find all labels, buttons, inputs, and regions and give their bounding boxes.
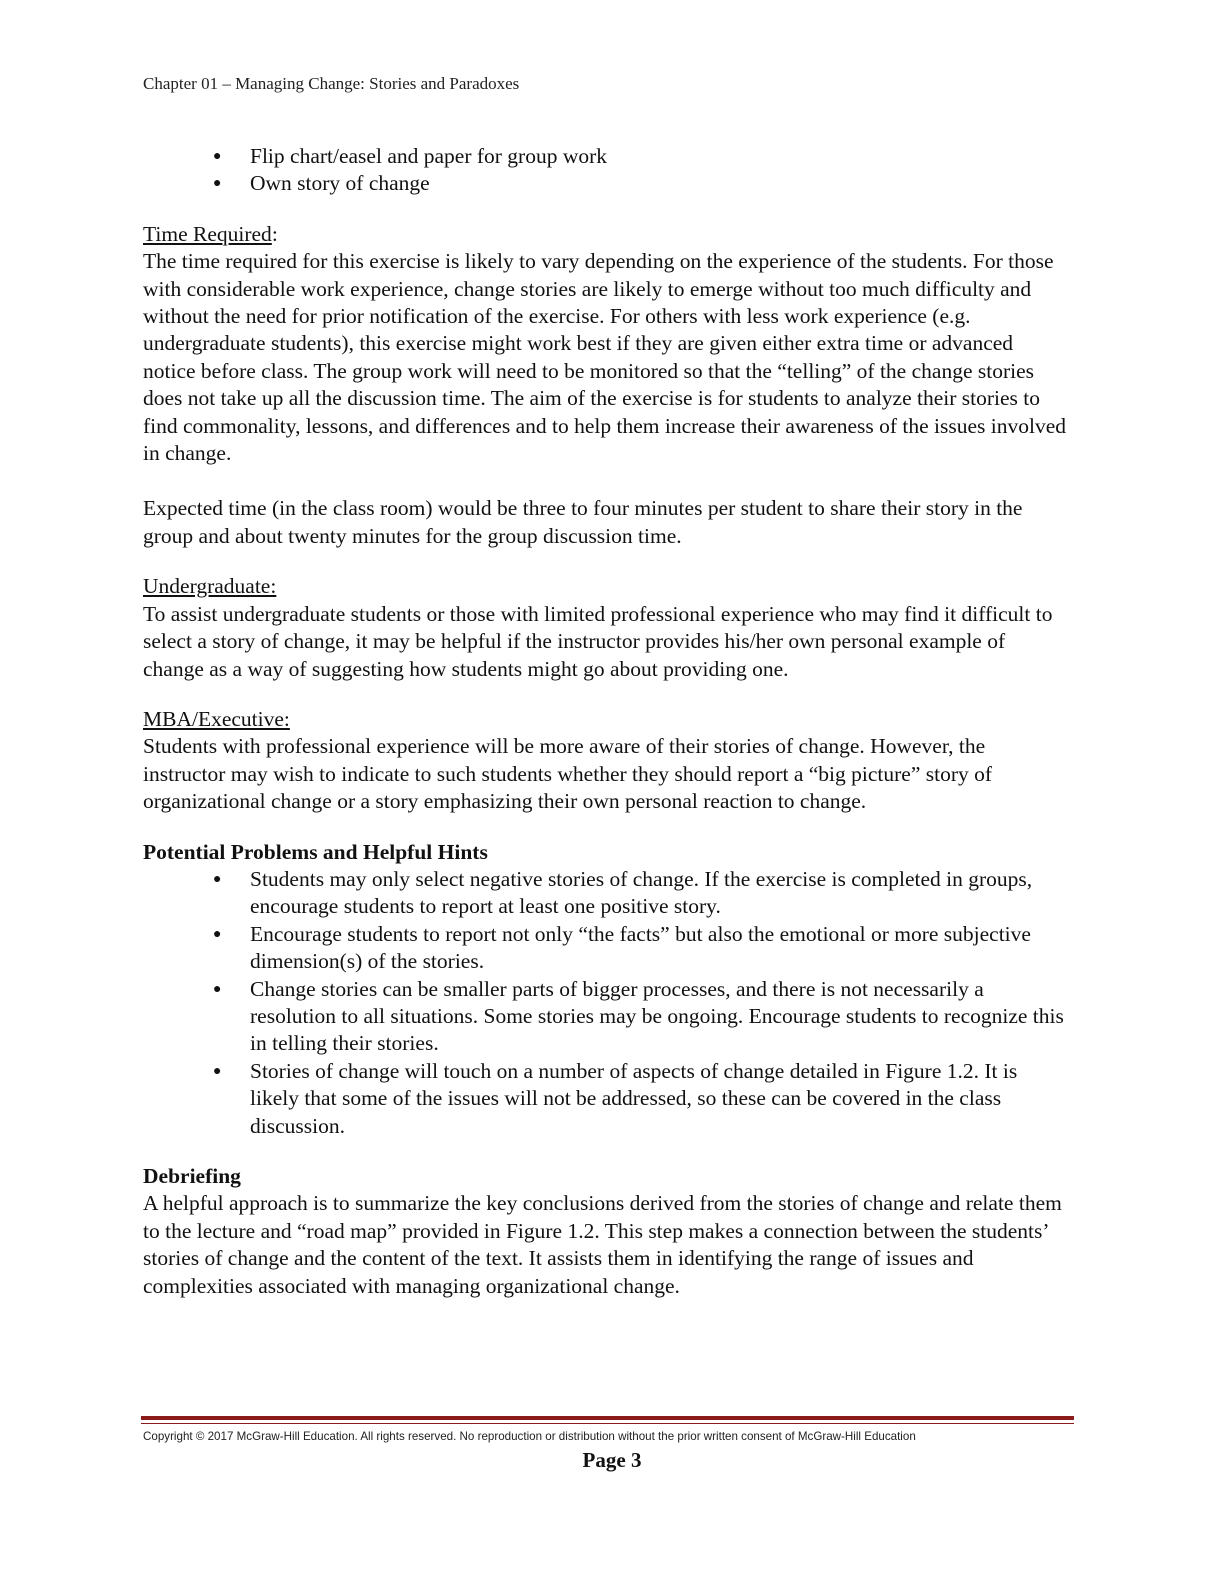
mba-heading: MBA/Executive: (143, 706, 290, 731)
mba-paragraph: Students with professional experience will be more aware of their stories of change. However, the instructor may wish to indicate to such students whether they should report a “big picture” story of organizational change or a story emphasizing their own personal reaction to change. (143, 734, 993, 814)
list-item-text: Own story of change (250, 171, 430, 196)
expected-time-paragraph: Expected time (in the class room) would be three to four minutes per student to share their story in the group and about twenty minutes for the group discussion time. (143, 496, 1023, 548)
list-item (143, 143, 1068, 170)
debriefing-paragraph: A helpful approach is to summarize the key conclusions derived from the stories of change and relate them to the lecture and “road map” provided in Figure 1.2. This step makes a connection between the students’ stories of change and the content of the text. It assists them in identifying the range of issues and complexities associated with managing organizational change. (143, 1191, 1062, 1298)
time-required-heading-colon: : (271, 221, 278, 246)
list-item (143, 921, 1068, 976)
problems-heading: Potential Problems and Helpful Hints (143, 839, 488, 864)
footer-rule (141, 1416, 1074, 1424)
time-required-paragraph: The time required for this exercise is likely to vary depending on the experience of the students. For those with considerable work experience, change stories are likely to emerge without too much difficulty and without the need for prior notification of the exercise. For others with less work experience (e.g. undergraduate students), this exercise might work best if they are given either extra time or advanced notice before class. The group work will need to be monitored so that the “telling” of the change stories does not take up all the discussion time. The aim of the exercise is for students to analyze their stories to find commonality, lessons, and differences and to help them increase their awareness of the issues involved in change. (143, 249, 1067, 466)
page-body (143, 143, 1068, 1300)
list-item (143, 866, 1068, 921)
time-required-heading (143, 221, 1068, 248)
list-item-text: Flip chart/easel and paper for group work (250, 144, 608, 168)
list-item-text: Encourage students to report not only “the facts” but also the emotional or more subjective dimension(s) of the stories. (250, 921, 1031, 974)
problems-list (143, 866, 1068, 1140)
undergraduate-paragraph: To assist undergraduate students or those with limited professional experience who may find it difficult to select a story of change, it may be helpful if the instructor provides his/her own personal example of change as a way of suggesting how students might go about providing one. (143, 601, 1053, 681)
spacer (143, 1140, 1068, 1163)
running-header: Chapter 01 – Managing Change: Stories and Paradoxes (143, 74, 520, 93)
list-item (143, 170, 1068, 197)
list-item-text: Stories of change will touch on a number of aspects of change detailed in Figure 1.2. It is likely that some of the issues will not be addressed, so these can be covered in the class discussion. (250, 1058, 1018, 1138)
undergraduate-heading: Undergraduate: (143, 574, 277, 599)
list-item-text: Change stories can be smaller parts of bigger processes, and there is not necessarily a resolution to all situations. Some stories may be ongoing. Encourage students to recognize this in telling their stories. (250, 976, 1064, 1056)
debriefing-heading: Debriefing (143, 1164, 241, 1188)
bullet-dot-icon: ● (213, 149, 222, 164)
spacer (143, 467, 1068, 495)
list-item (143, 1058, 1068, 1140)
bullet-dot-icon: ● (213, 1063, 222, 1079)
spacer (143, 550, 1068, 573)
list-item (143, 976, 1068, 1058)
bullet-dot-icon: ● (213, 871, 222, 887)
spacer (143, 816, 1068, 839)
bullet-dot-icon: ● (213, 176, 222, 192)
spacer (143, 198, 1068, 221)
materials-list (143, 143, 1068, 198)
spacer (143, 683, 1068, 706)
list-item-text: Students may only select negative stories of change. If the exercise is completed in groups, encourage students to report at least one positive story. (250, 866, 1033, 919)
page-number: Page 3 (582, 1448, 642, 1472)
bullet-dot-icon: ● (213, 981, 222, 997)
bullet-dot-icon: ● (213, 926, 222, 942)
time-required-heading-text: Time Required (143, 221, 272, 246)
copyright-notice: Copyright © 2017 McGraw-Hill Education. All rights reserved. No reproduction or distribution without the prior written consent of McGraw-Hill Education (143, 1430, 916, 1443)
